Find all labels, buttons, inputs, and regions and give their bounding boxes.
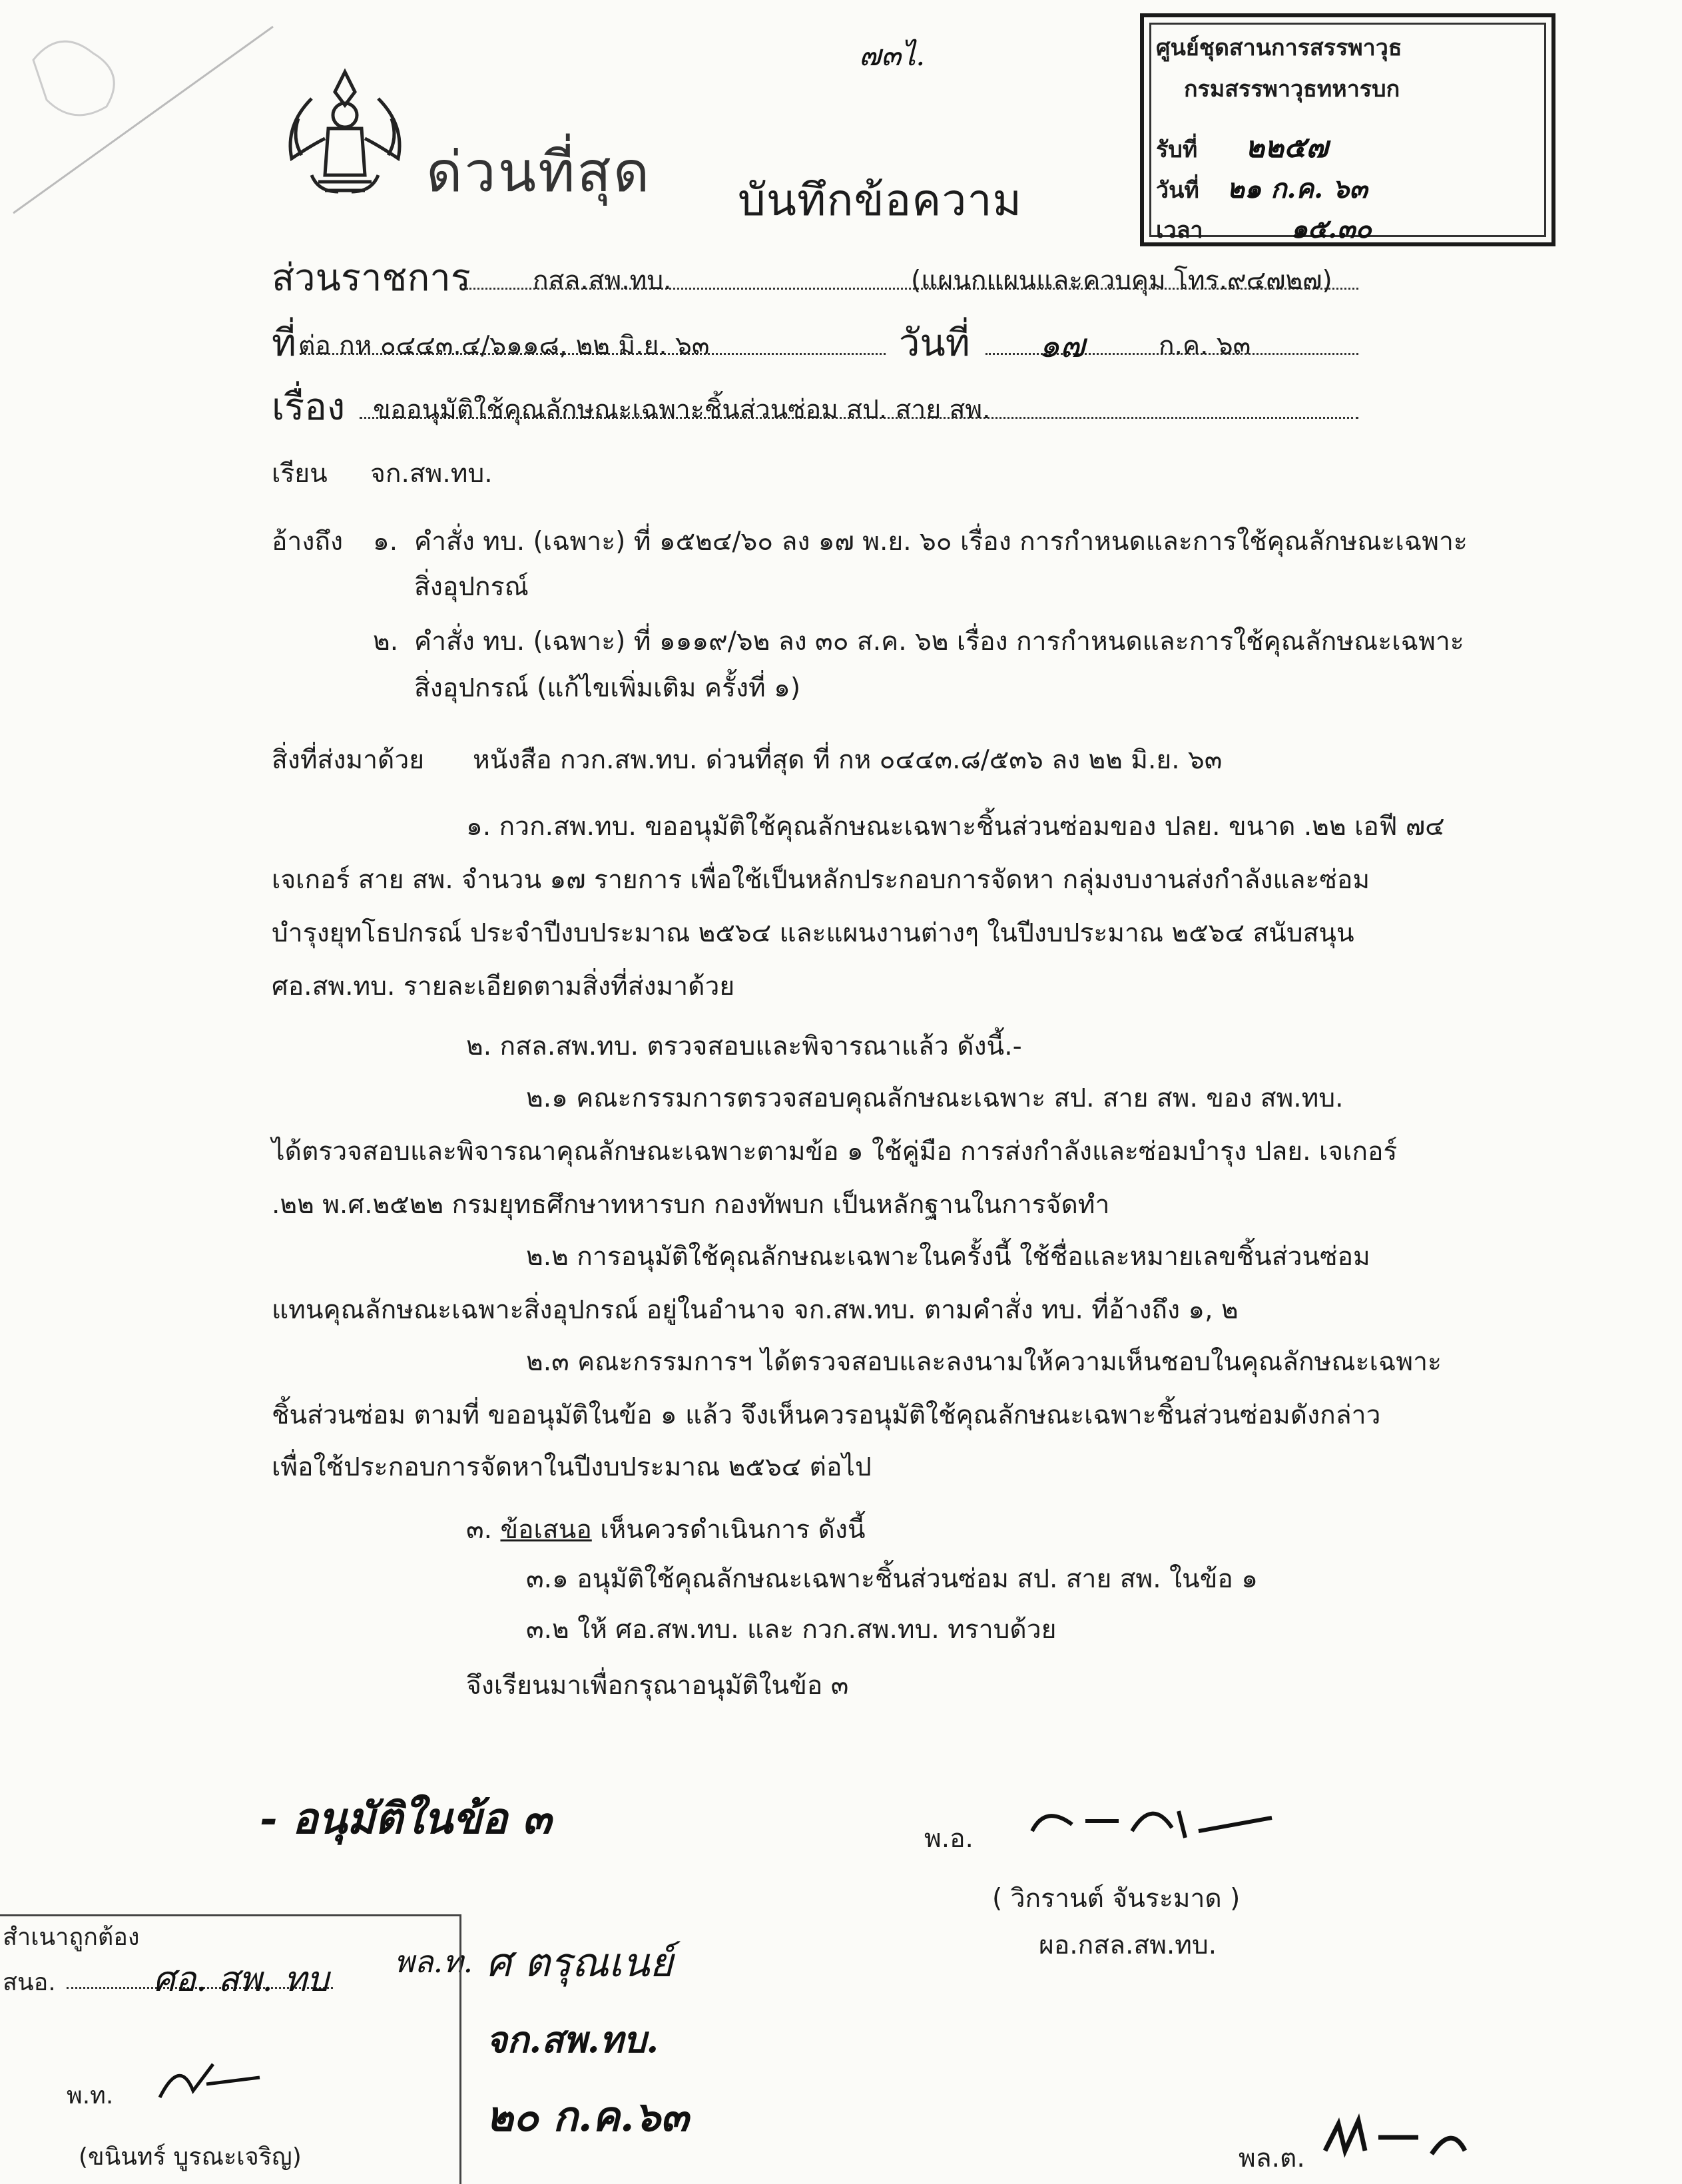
p21-line2: ได้ตรวจสอบและพิจารณาคุณลักษณะเฉพาะตามข้อ ๑ ใช้คู่มือ การส่งกำลังและซ่อมบำรุง ปลย. เจเกอร์ [272,1137,1398,1167]
p31: ๓.๑ อนุมัติใช้คุณลักษณะเฉพาะชิ้นส่วนซ่อม สป. สาย สพ. ในข้อ ๑ [526,1564,1258,1594]
p22-line2: แทนคุณลักษณะเฉพาะสิ่งอุปกรณ์ อยู่ในอำนาจ จก.สพ.ทบ. ตามคำสั่ง ทบ. ที่อ้างถึง ๑, ๒ [272,1295,1239,1325]
addressee-label: เรียน [272,459,328,489]
stamp-no-value: ๒๒๕๗ [1245,131,1328,164]
signer-name: ( วิกรานต์ จันระมาด ) [992,1884,1241,1914]
garuda-emblem [272,59,418,198]
ref-value: ต่อ กห ๐๔๔๓.๔/๖๑๑๘, ๒๒ มิ.ย. ๖๓ [298,331,710,361]
p3-title: ข้อเสนอ [500,1515,592,1545]
approver-rank: พล.ท. [394,1944,473,1980]
signer-position: ผอ.กสล.สพ.ทบ. [1039,1930,1217,1960]
reference-1-line2: สิ่งอุปกรณ์ [414,572,529,602]
copy-cert-line2-value: ศอ. สพ. ทบ [153,1960,329,2000]
p1-line4: ศอ.สพ.ทบ. รายละเอียดตามสิ่งที่ส่งมาด้วย [272,971,735,1001]
p1-line3: บำรุงยุทโธปกรณ์ ประจำปีงบประมาณ ๒๕๖๔ และแผนงานต่างๆ ในปีงบประมาณ ๒๕๖๔ สนับสนุน [272,918,1354,948]
p22-line1: ๒.๒ การอนุมัติใช้คุณลักษณะเฉพาะในครั้งนี้ ใช้ชื่อและหมายเลขชิ้นส่วนซ่อม [526,1242,1370,1272]
p23-line2: ชิ้นส่วนซ่อม ตามที่ ขออนุมัติในข้อ ๑ แล้ว จึงเห็นควรอนุมัติใช้คุณลักษณะเฉพาะชิ้นส่วนซ่อมดังกล่าว [272,1400,1381,1430]
copy-cert-line1: สำเนาถูกต้อง [3,1924,140,1951]
stamp-org-line1: ศูนย์ชุดสานการสรรพาวุธ [1156,35,1402,61]
agency-label: ส่วนราชการ [272,256,471,300]
scan-mark [0,13,280,226]
closing: จึงเรียนมาเพื่อกรุณาอนุมัติในข้อ ๓ [466,1671,849,1701]
date-label: วันที่ [899,322,970,365]
stamp-date-label: วันที่ [1156,177,1199,204]
approver-position: จก.สพ.ทบ. [486,2018,659,2061]
reference-1-num: ๑. [373,527,398,557]
p3-heading [466,1509,866,1550]
reference-2-line2: สิ่งอุปกรณ์ (แก้ไขเพิ่มเติม ครั้งที่ ๑) [414,673,801,703]
p1-line1: ๑. กวก.สพ.ทบ. ขออนุมัติใช้คุณลักษณะเฉพาะชิ้นส่วนซ่อมของ ปลย. ขนาด .๒๒ เอฟี ๗๔ [466,812,1445,842]
addressee-value: จก.สพ.ทบ. [370,459,493,489]
p2-heading: ๒. กสล.สพ.ทบ. ตรวจสอบและพิจารณาแล้ว ดังนี้.- [466,1031,1022,1061]
stamp-time-label: เวลา [1156,217,1203,244]
bottom-right-rank: พล.ต. [1239,2143,1305,2173]
copy-cert-line2-label: สนอ. [3,1969,56,1996]
reference-2-line1: คำสั่ง ทบ. (เฉพาะ) ที่ ๑๑๑๙/๖๒ ลง ๓๐ ส.ค. ๖๒ เรื่อง การกำหนดและการใช้คุณลักษณะเฉพาะ [414,627,1464,657]
approval-note: - อนุมัติในข้อ ๓ [260,1794,551,1844]
p21-line3: .๒๒ พ.ศ.๒๕๒๒ กรมยุทธศึกษาทหารบก กองทัพบก เป็นหลักฐานในการจัดทำ [272,1190,1110,1220]
references-label: อ้างถึง [272,527,344,557]
p3-rest: เห็นควรดำเนินการ ดังนี้ [600,1515,866,1545]
urgency-stamp: ด่วนที่สุด [426,139,652,204]
p32: ๓.๒ ให้ ศอ.สพ.ทบ. และ กวก.สพ.ทบ. ทราบด้วย [526,1615,1057,1645]
stamp-org-line2: กรมสรรพาวุธทหารบก [1184,76,1400,103]
memo-title: บันทึกข้อความ [738,174,1023,226]
enclosure-value: หนังสือ กวก.สพ.ทบ. ด่วนที่สุด ที่ กห ๐๔๔๓.๘/๕๓๖ ลง ๒๒ มิ.ย. ๖๓ [473,745,1223,775]
agency-value: กสล.สพ.ทบ. [533,266,672,296]
p1-line2: เจเกอร์ สาย สพ. จำนวน ๑๗ รายการ เพื่อใช้เป็นหลักประกอบการจัดหา กลุ่มงบงานส่งกำลังและซ่อม [272,865,1370,895]
subject-value: ขออนุมัติใช้คุณลักษณะเฉพาะชิ้นส่วนซ่อม สป. สาย สพ. [373,395,991,425]
subject-label: เรื่อง [272,386,346,429]
reference-2-num: ๒. [373,627,399,657]
copy-cert-rank: พ.ท. [67,2082,114,2109]
date-rest: ก.ค. ๖๓ [1159,331,1251,361]
p3-num: ๓. [466,1515,493,1545]
top-handwritten-mark: ๗๓ไ. [859,39,926,73]
stamp-time-value: ๑๕.๓๐ [1290,213,1372,244]
receipt-stamp [1140,13,1555,246]
bottom-right-signature [1318,2111,1478,2171]
agency-note: (แผนกแผนและควบคุม โทร.๙๔๗๒๗) [911,266,1332,296]
ref-label: ที่ [272,322,296,365]
date-day: ๑๗ [1039,326,1085,365]
signer-signature [1019,1791,1285,1851]
p23-line3: เพื่อใช้ประกอบการจัดหาในปีงบประมาณ ๒๕๖๔ ต่อไป [272,1452,872,1482]
copy-cert-name: (ขนินทร์ บูรณะเจริญ) [79,2143,302,2171]
copy-cert-signature [153,2051,273,2111]
approver-signature: ศ ตรุณเนย์ [486,1940,673,1986]
p23-line1: ๒.๓ คณะกรรมการฯ ได้ตรวจสอบและลงนามให้ความเห็นชอบในคุณลักษณะเฉพาะ [526,1347,1442,1377]
reference-1-line1: คำสั่ง ทบ. (เฉพาะ) ที่ ๑๕๒๔/๖๐ ลง ๑๗ พ.ย. ๖๐ เรื่อง การกำหนดและการใช้คุณลักษณะเฉพาะ [414,527,1468,557]
signer-rank: พ.อ. [924,1824,974,1854]
stamp-date-value: ๒๑ ก.ค. ๖๓ [1227,173,1368,204]
stamp-no-label: รับที่ [1156,136,1198,163]
approval-date: ๒๐ ก.ค.๖๓ [486,2092,689,2141]
enclosure-label: สิ่งที่ส่งมาด้วย [272,745,425,775]
p21-line1: ๒.๑ คณะกรรมการตรวจสอบคุณลักษณะเฉพาะ สป. สาย สพ. ของ สพ.ทบ. [526,1083,1344,1113]
